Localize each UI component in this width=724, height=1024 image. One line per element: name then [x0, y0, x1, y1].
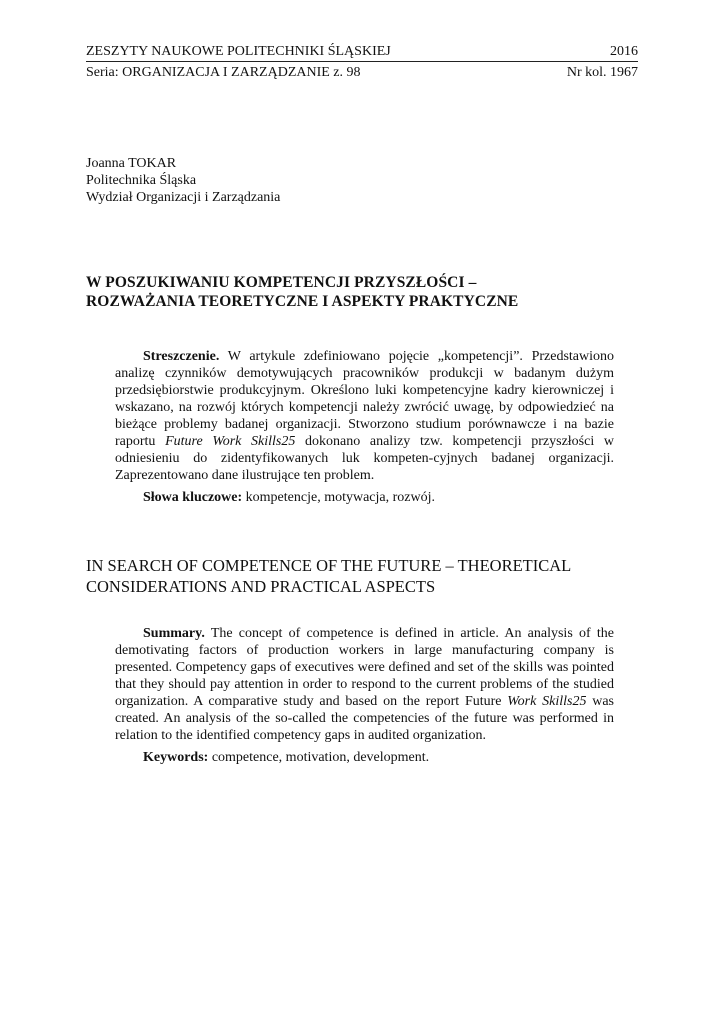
- abstract-en-label: Summary.: [143, 626, 205, 641]
- abstract-pl-report: Future Work Skills25: [165, 434, 296, 449]
- title-en-line-1: IN SEARCH OF COMPETENCE OF THE FUTURE – THEORETICAL: [86, 556, 572, 575]
- abstract-en-report: Work Skills25: [507, 694, 587, 709]
- keywords-en-text: competence, motivation, development.: [208, 750, 430, 765]
- abstract-pl-label: Streszczenie.: [143, 349, 220, 364]
- author-block: [86, 155, 280, 206]
- title-pl-line-1: W POSZUKIWANIU KOMPETENCJI PRZYSZŁOŚCI –: [86, 274, 477, 291]
- keywords-en-label: Keywords:: [143, 750, 209, 765]
- title-en-line-2: CONSIDERATIONS AND PRACTICAL ASPECTS: [86, 577, 436, 596]
- abstract-pl-paragraph: [115, 348, 614, 484]
- journal-name: ZESZYTY NAUKOWE POLITECHNIKI ŚLĄSKIEJ: [86, 44, 391, 59]
- paper-title-polish: [86, 273, 646, 311]
- issue-number: Nr kol. 1967: [566, 65, 638, 80]
- keywords-pl-text: kompetencje, motywacja, rozwój.: [242, 490, 435, 505]
- author-university: Politechnika Śląska: [86, 173, 197, 188]
- abstract-en-paragraph: [115, 625, 614, 744]
- keywords-english: [115, 749, 614, 766]
- abstract-pl-text-1: W artykule zdefiniowano pojęcie „kompetencji”. Przedstawiono analizę czynników demotywujących pracowników produkcji w badanym dużym przedsiębiorstwie produkcyjnym. Określono luki kompetencyjne kadry kierowniczej i wskazano, na rozwój których kompetencji należy zwrócić uwagę, by odpowiedzieć na bieżące problemy badanej organizacji. Stworzono studium porównawcze i na bazie raportu: [115, 349, 614, 449]
- running-header-top: [86, 44, 638, 60]
- running-header-bottom: [86, 65, 638, 81]
- paper-title-english: [86, 555, 646, 597]
- header-rule: [86, 61, 638, 62]
- abstract-pl-text-2: dokonano analizy tzw. kompetencji przyszłości w odniesieniu do zidentyfikowanych luk kompeten-cyjnych badanej organizacji. Zaprezentowano dane ilustrujące ten problem.: [115, 434, 614, 483]
- abstract-en-text-1: The concept of competence is defined in article. An analysis of the demotivating factors of production workers in large manufacturing company is presented. Competency gaps of executives were defined and set of the skills was pointed that they should pay attention in order to respond to the current problems of the studied organization. A comparative study and based on the report Future: [115, 626, 614, 709]
- keywords-pl-label: Słowa kluczowe:: [143, 490, 243, 505]
- abstract-en-text-2: was created. An analysis of the so-called the competencies of the future was performed in relation to the identified competency gaps in audited organization.: [115, 694, 615, 743]
- author-faculty: Wydział Organizacji i Zarządzania: [86, 190, 281, 205]
- author-name: Joanna TOKAR: [86, 156, 177, 171]
- abstract-polish: [115, 348, 614, 506]
- series-name: Seria: ORGANIZACJA I ZARZĄDZANIE z. 98: [86, 65, 361, 80]
- abstract-english: [115, 625, 614, 766]
- keywords-polish: [115, 489, 614, 506]
- publication-year: 2016: [610, 44, 638, 59]
- title-pl-line-2: ROZWAŻANIA TEORETYCZNE I ASPEKTY PRAKTYCZNE: [86, 293, 519, 310]
